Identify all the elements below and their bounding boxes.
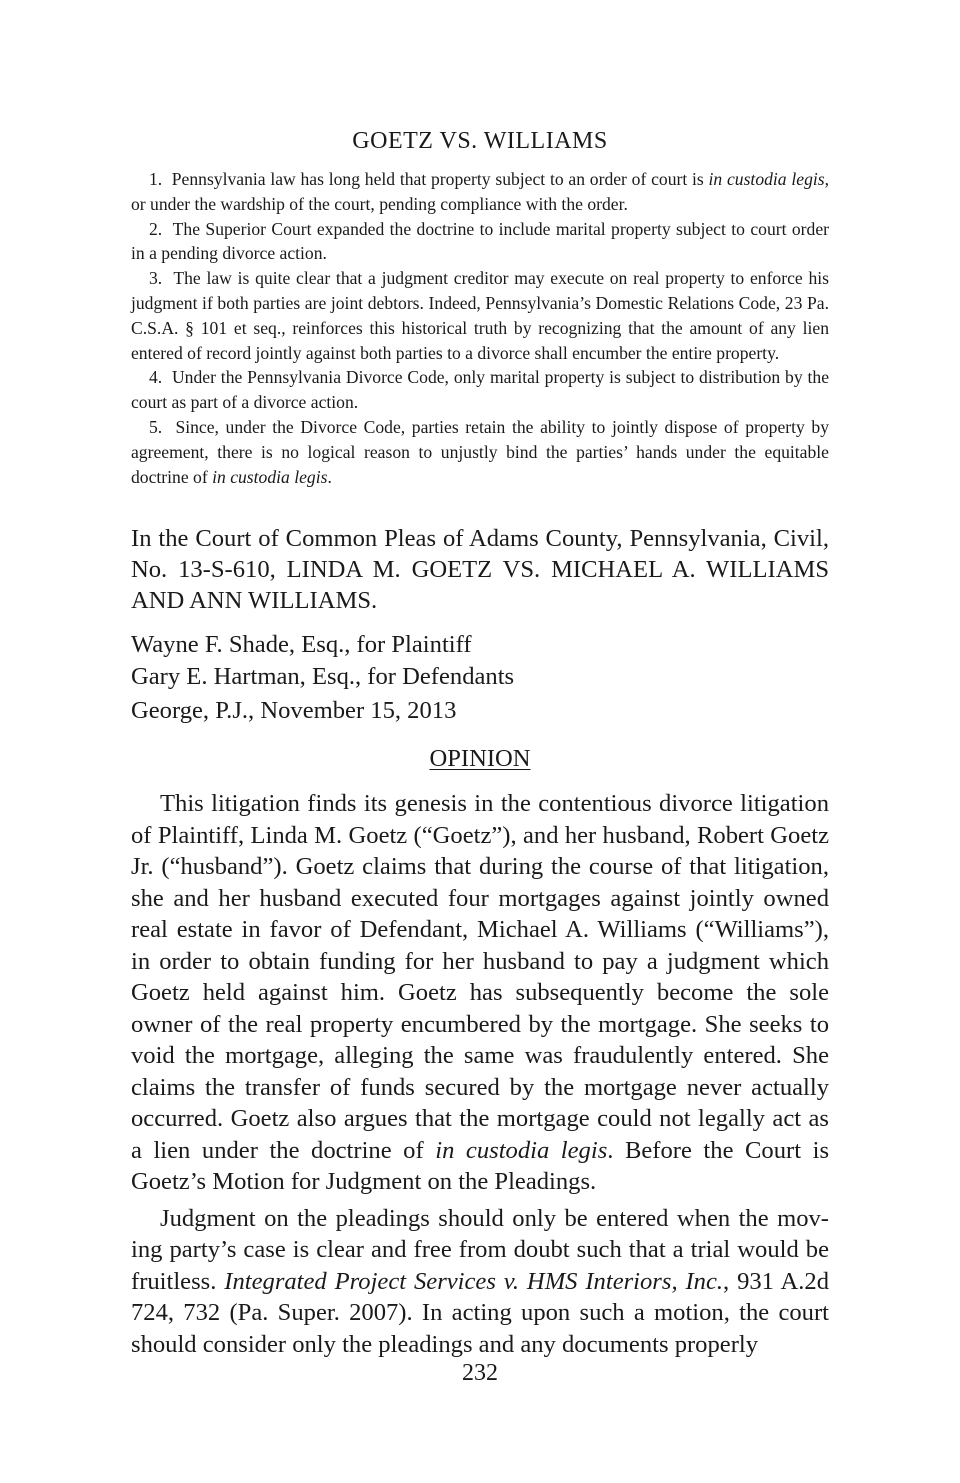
headnote-latin-term: in custodia legis (212, 466, 328, 487)
headnote-1 (131, 167, 829, 217)
headnote-text: The Superior Court expanded the doctrine to include marital property subject to court order in a pending divorce action. (131, 218, 829, 264)
paragraph-latin-term: in custodia legis (435, 1136, 608, 1164)
paragraph-text: Judgment on the pleadings should only be entered when the moving party’s case is clear and free from doubt such that a trial would be fruitless. (131, 1204, 829, 1295)
running-head: GOETZ VS. WILLIAMS (352, 128, 608, 154)
body-paragraph-2 (131, 1203, 829, 1361)
headnote-latin-term: in custodia legis (708, 169, 825, 189)
plaintiff-counsel: Wayne F. Shade, Esq., for Plaintiff (131, 631, 472, 658)
case-citation: Integrated Project Services v. HMS Interiors, Inc. (224, 1267, 724, 1295)
opinion-heading (0, 745, 960, 773)
headnote-text: , or under the wardship of the court, pending compliance with the order. (131, 169, 830, 214)
opinion-heading-text: OPINION (429, 745, 531, 772)
case-caption-block (131, 523, 829, 616)
headnote-number: 5. (149, 416, 163, 437)
paragraph-text: . Before the Court is Goetz’s Motion for Judgment on the Pleadings. (131, 1136, 830, 1195)
paragraph-text: This litigation finds its genesis in the contentious divorce litigation of Plaintiff, Linda M. Goetz (“Goetz”), and her husband, Robert Goetz Jr. (“husband”). Goetz claims that during the course of that litigation, she and her husband executed four mortgages against jointly owned real estate in favor of Defendant, Michael A. Williams (“Williams”), in order to obtain funding for her husband to pay a judgment which Goetz held against him. Goetz has subsequently become the sole owner of the real property encumbered by the mortgage. She seeks to void the mortgage, alleging the same was fraudulently entered. She claims the transfer of funds secured by the mortgage never actually occurred. Goetz also argues that the mortgage could not legally act as a lien under the doctrine of (131, 790, 829, 1164)
defendants-counsel: Gary E. Hartman, Esq., for Defendants (131, 663, 515, 690)
headnote-text: The law is quite clear that a judgment creditor may execute on real property to enforce his judgment if both parties are joint debtors. Indeed, Pennsylvania’s Domestic Relations Code, 23 Pa. C.S.A. § 101 et seq., reinforces this historical truth by recognizing that the amount of any lien entered of record jointly against both parties to a divorce shall encumber the entire property. (131, 268, 829, 363)
headnote-number: 3. (149, 268, 163, 289)
headnote-text: Pennsylvania law has long held that property subject to an order of court is (171, 169, 709, 189)
headnote-2 (131, 217, 829, 267)
headnote-3 (131, 266, 829, 365)
headnote-5 (131, 415, 829, 489)
page-number: 232 (462, 1360, 498, 1386)
headnote-4 (131, 365, 829, 415)
headnotes (131, 167, 829, 489)
headnote-text: Since, under the Divorce Code, parties retain the ability to jointly dispose of property by agreement, there is no logical reason to unjustly bind the parties’ hands under the equitable doctrine of (131, 416, 830, 487)
opinion-body (131, 788, 829, 1360)
case-caption: In the Court of Common Pleas of Adams County, Pennsylvania, Civil, No. 13-S-610, LINDA M. GOETZ VS. MICHAEL A. WILLIAMS AND ANN WILLIAMS. (131, 525, 829, 614)
headnote-text: Under the Pennsylvania Divorce Code, only marital property is subject to distribution by the court as part of a divorce action. (131, 367, 830, 413)
body-paragraph-1 (131, 788, 829, 1198)
judge-and-date: George, P.J., November 15, 2013 (131, 697, 457, 724)
headnote-number: 4. (149, 367, 163, 388)
counsel-block (131, 629, 829, 727)
headnote-number: 2. (149, 218, 163, 239)
headnote-text: . (327, 466, 332, 487)
paragraph-text: , 931 A.2d 724, 732 (Pa. Super. 2007). In acting upon such a motion, the court should consider only the pleadings and any documents properly (131, 1267, 830, 1358)
headnote-number: 1. (149, 169, 163, 189)
